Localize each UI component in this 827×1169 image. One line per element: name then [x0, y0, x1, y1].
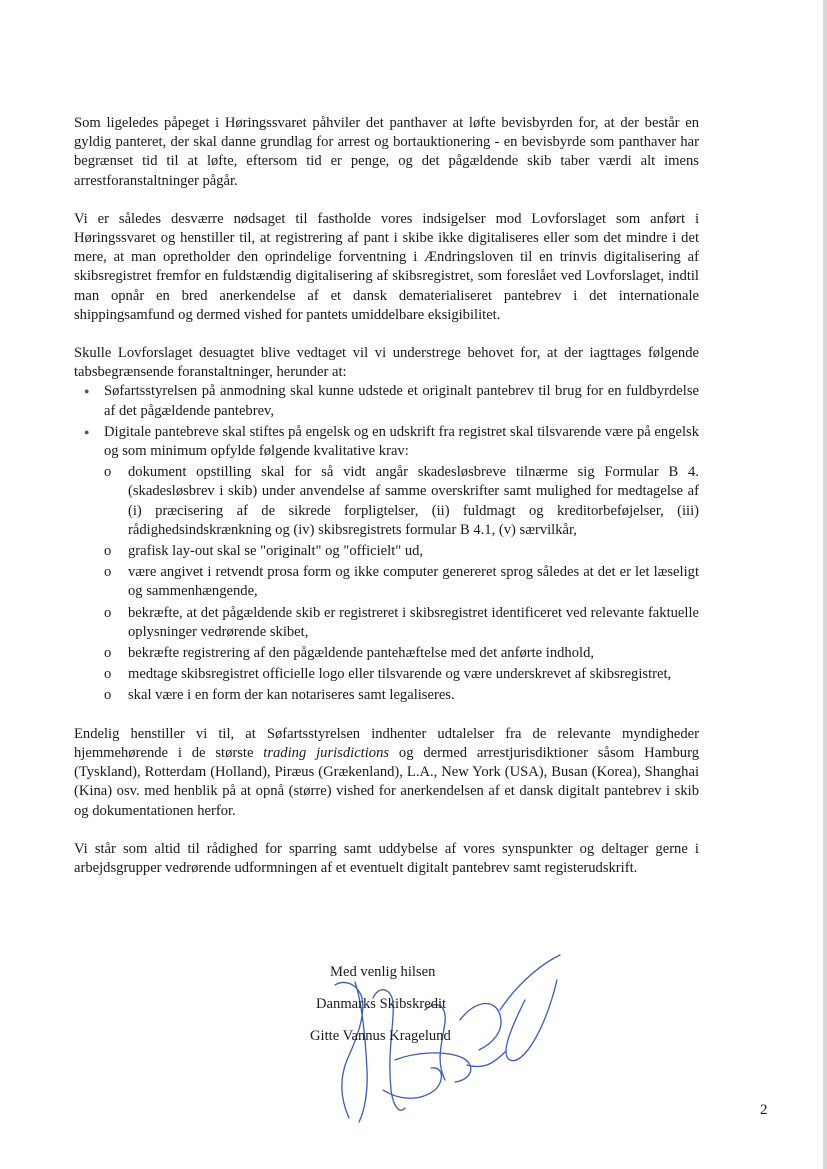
- signoff-block: [310, 963, 451, 1059]
- list-item: o være angivet i retvendt prosa form og ikke computer genereret sprog således at det er let læseligt og sammenhængende,: [104, 563, 699, 601]
- list-item: o medtage skibsregistret officielle logo eller tilsvarende og være underskrevet af skibsregistret,: [104, 665, 699, 684]
- italic-term: trading jurisdictions: [263, 744, 390, 761]
- list-item: ● Digitale pantebreve skal stiftes på engelsk og en udskrift fra registret skal tilsvarende være på engelsk og som minimum opfylde følgende kvalitative krav: o dokument opstilling skal for så vidt angår skadesløsbreve tilnærme sig Formular B 4. (skadesløsbrev i skib) under anvendelse af samme overskrifter samt mulighed for medtagelse af (i) præcisering af de sikrede forpligtelser, (ii) fuldmagt og kreditorbeføjelser, (iii) rådighedsindskrænkning og (iv) skibsregistrets formular B 4.1, (v) særvilkår, o grafisk lay-out skal se "originalt" og "officielt" ud, o være angivet i retvendt prosa form og ikke computer genereret sprog således at det er let læseligt og sammenhængende, o bekræfte, at det pågældende skib er registreret i skibsregistret identificeret ved relevante faktuelle oplysninger vedrørende skibet, o bekræfte registrering af den pågældende pantehæftelse med det anførte indhold, o medtage skibsregistret officielle logo eller tilsvarende og være underskrevet af skibsregistret, o skal være i en form der kan notariseres samt legaliseres.: [74, 423, 699, 706]
- paragraph-measures-intro: Skulle Lovforslaget desuagtet blive vedtaget vil vi understrege behovet for, at der iagttages følgende tabsbegrænsende foranstaltninger, herunder at:: [74, 345, 699, 381]
- list-item: o dokument opstilling skal for så vidt angår skadesløsbreve tilnærme sig Formular B 4. (skadesløsbrev i skib) under anvendelse af samme overskrifter samt mulighed for medtagelse af (i) præcisering af de sikrede forpligtelser, (ii) fuldmagt og kreditorbeføjelser, (iii) rådighedsindskrænkning og (iv) skibsregistrets formular B 4.1, (v) særvilkår,: [104, 463, 699, 540]
- paragraph-burden-of-proof: Som ligeledes påpeget i Høringssvaret påhviler det panthaver at løfte bevisbyrden for, at der består en gyldig panteret, der skal danne grundlag for arrest og bortauktionering - en bevisbyrde som panthaver har begrænset tid til at løfte, eftersom tid er penge, og det pågældende skib taber værdi alt imens arrestforanstaltninger pågår.: [74, 115, 699, 189]
- paragraph-objections: Vi er således desværre nødsaget til fastholde vores indsigelser mod Lovforslaget som anført i Høringssvaret og henstiller til, at registrering af pant i skibe ikke digitaliseres eller som det mindre i det mere, at man opretholder den oprindelige forventning i Ændringsloven til en trinvis digitalisering af skibsregistret fremfor en fuldstændig digitalisering af skibsregistret, som foreslået ved Lovforslaget, indtil man opnår en bred anerkendelse af et dansk dematerialiseret pantebrev i det internationale shippingsamfund og dermed vished for pantets umiddelbare eksigibilitet.: [74, 210, 699, 323]
- greeting: Med venlig hilsen: [330, 964, 436, 980]
- paragraph-jurisdictions: Endelig henstiller vi til, at Søfartsstyrelsen indhenter udtalelser fra de relevante myndigheder hjemmehørende i de største trading jurisdictions og dermed arrestjurisdiktioner såsom Hamburg (Tyskland), Rotterdam (Holland), Piræus (Grækenland), L.A., New York (USA), Busan (Korea), Shanghai (Kina) osv. med henblik på at opnå (større) vished for anerkendelsen af et dansk digitalt pantebrev i skib og dokumentationen herfor.: [74, 725, 699, 819]
- signatory-name: Gitte Vannus Kragelund: [310, 1028, 451, 1044]
- list-item: ● Søfartsstyrelsen på anmodning skal kunne udstede et originalt pantebrev til brug for en fuldbyrdelse af det pågældende pantebrev,: [74, 382, 699, 420]
- list-item: o grafisk lay-out skal se "originalt" og "officielt" ud,: [104, 542, 699, 561]
- page-edge-shadow: [823, 0, 827, 1169]
- list-item: o bekræfte, at det pågældende skib er registreret i skibsregistret identificeret ved relevante faktuelle oplysninger vedrørende skibet,: [104, 604, 699, 642]
- list-item: o skal være i en form der kan notariseres samt legaliseres.: [104, 686, 699, 705]
- quality-requirements-list: [104, 463, 699, 705]
- organization-name: Danmarks Skibskredit: [316, 996, 447, 1012]
- page-number: 2: [760, 1102, 768, 1118]
- list-item: o bekræfte registrering af den pågældende pantehæftelse med det anførte indhold,: [104, 644, 699, 663]
- letter-body: [74, 114, 699, 894]
- paragraph-availability: Vi står som altid til rådighed for sparring samt uddybelse af vores synspunkter og deltager gerne i arbejdsgrupper vedrørende udformningen af et eventuelt digitalt pantebrev samt registerudskrift.: [74, 840, 699, 876]
- measures-list: [74, 382, 699, 705]
